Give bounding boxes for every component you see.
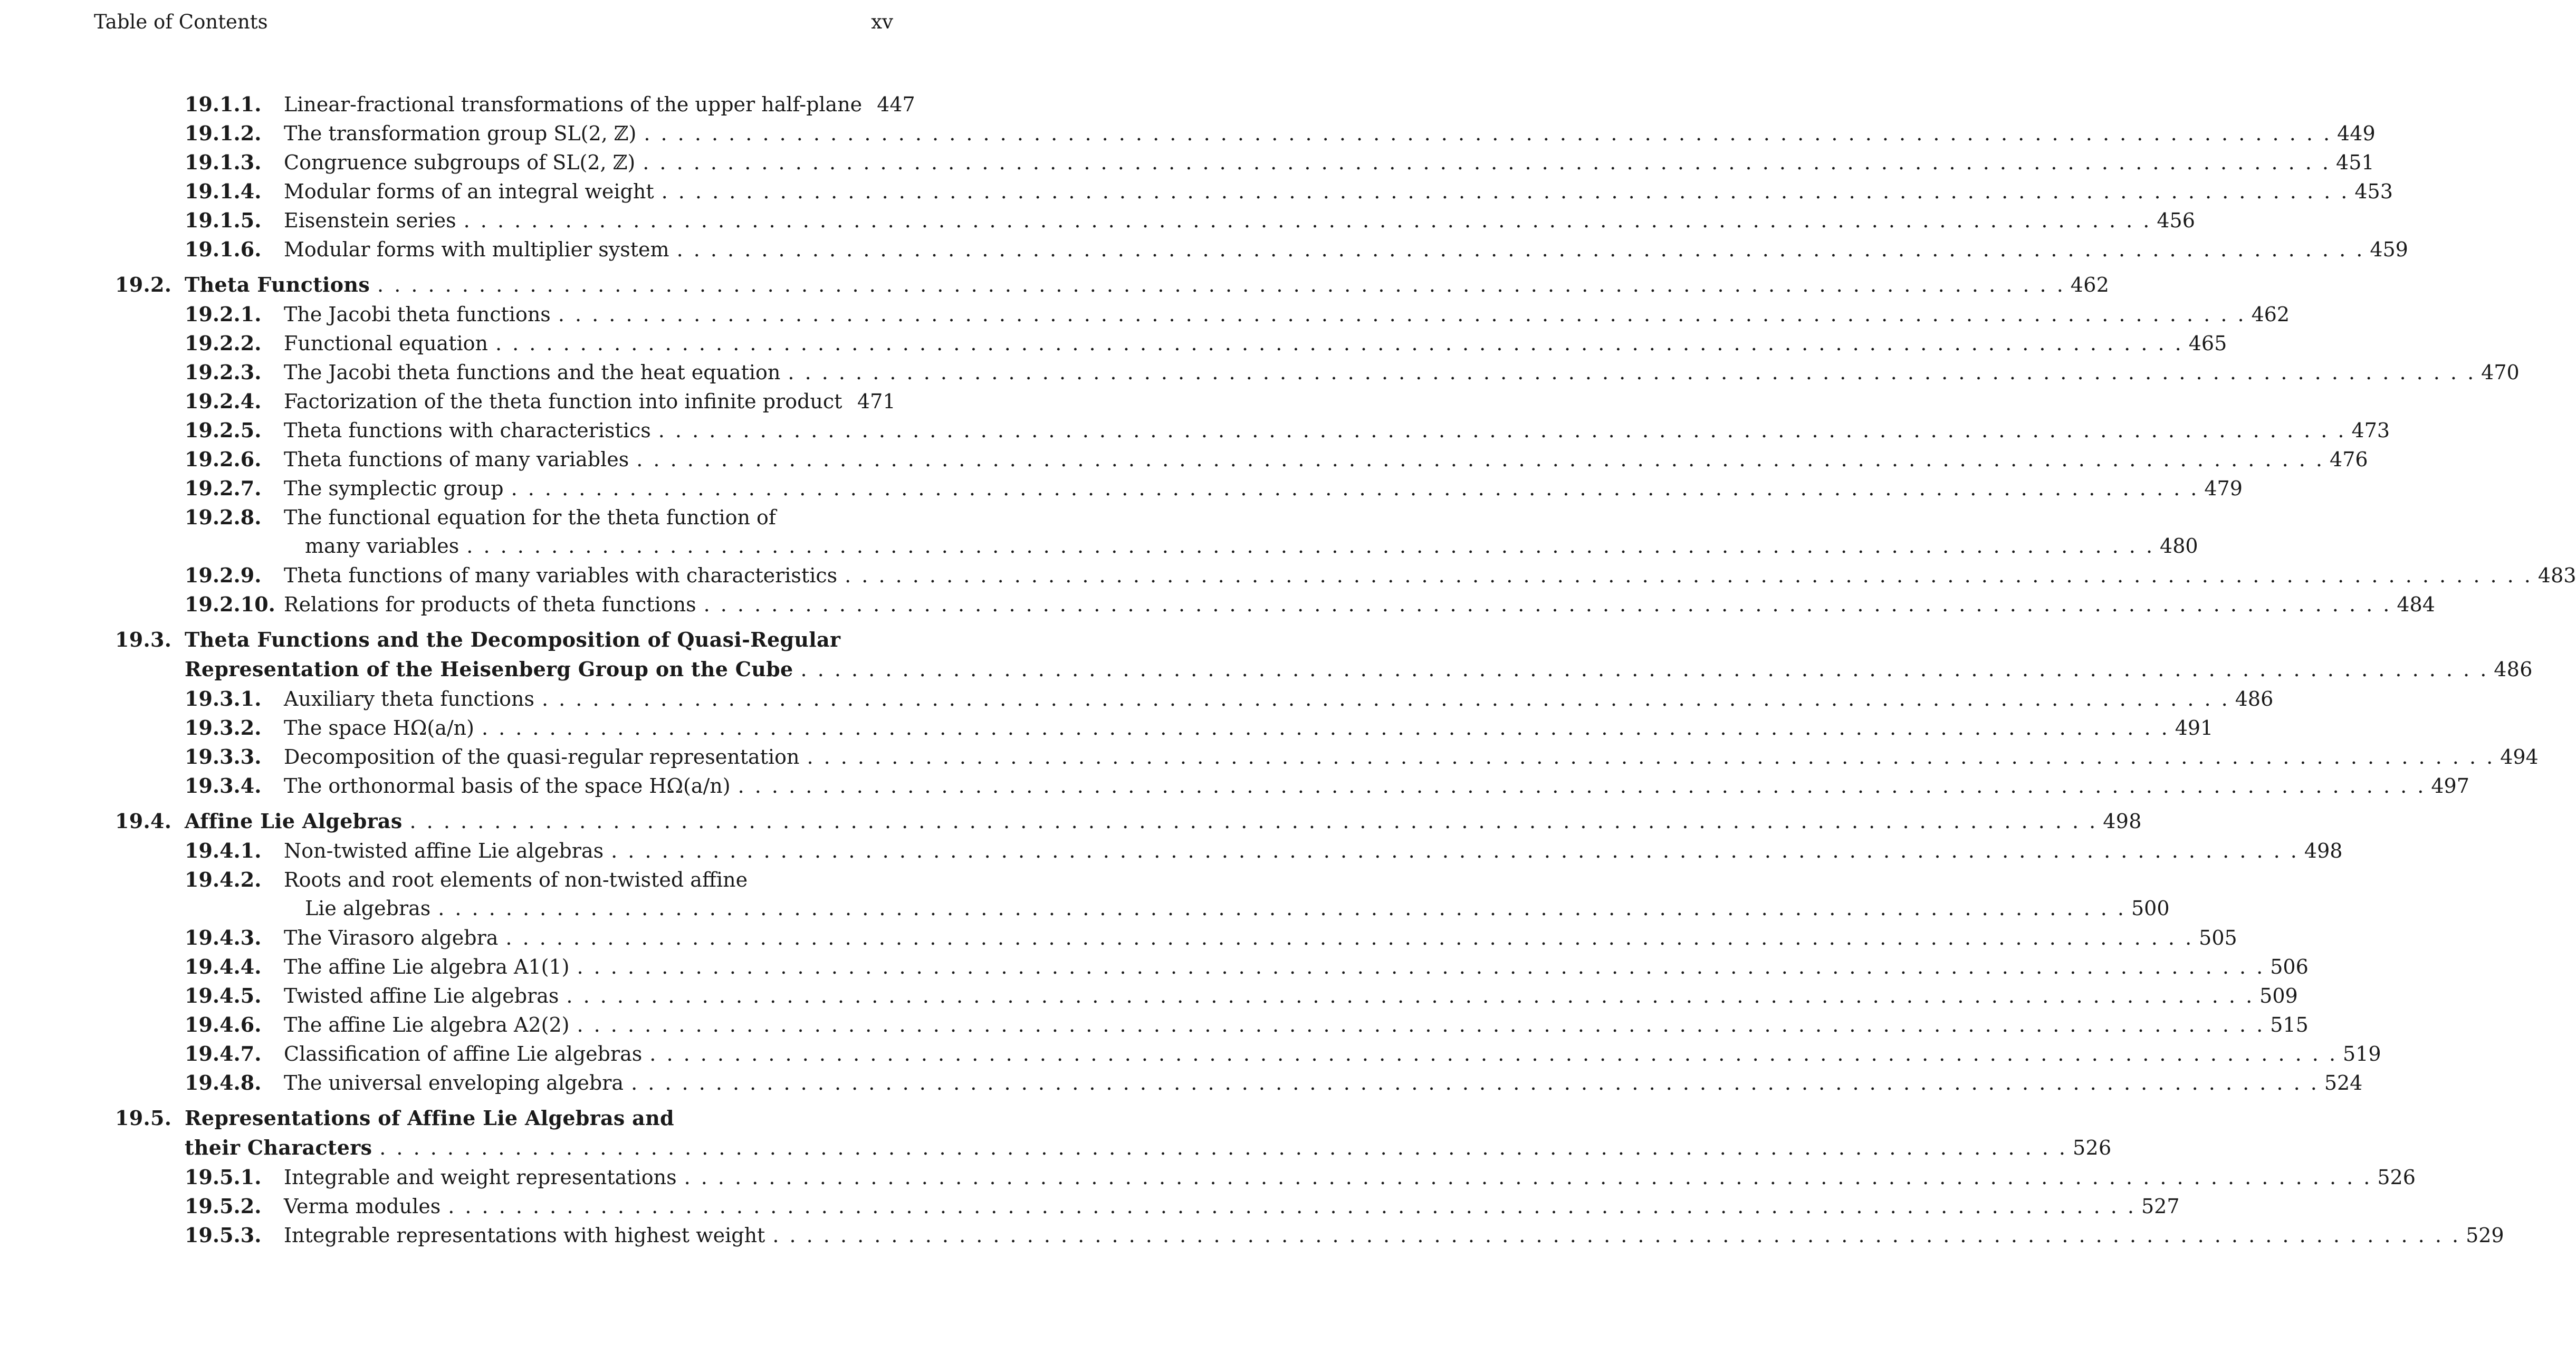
entry-page: 519 (2343, 1042, 2381, 1065)
entry-number: 19.1.1. (185, 92, 262, 116)
entry-number: 19.5.1. (185, 1165, 262, 1189)
entry-number: 19.1.6. (185, 237, 262, 261)
dot-leader (684, 1163, 2370, 1192)
entry-number: 19.1.2. (185, 121, 262, 145)
dot-leader (438, 894, 2124, 923)
toc-entry[interactable] (115, 771, 2469, 800)
entry-title: Modular forms with multiplier system (284, 238, 669, 261)
toc-entry[interactable] (115, 445, 2368, 474)
entry-title: The affine Lie algebra A2(2) (284, 1013, 570, 1036)
toc-entry[interactable] (115, 206, 2195, 235)
toc-entry[interactable] (115, 1221, 2504, 1250)
dot-leader (379, 1133, 2065, 1163)
entry-number: 19.4.5. (185, 984, 262, 1007)
entry-page: 494 (2500, 745, 2539, 769)
dot-leader (845, 561, 2531, 590)
entry-number: 19.4.6. (185, 1013, 262, 1036)
dot-leader (577, 953, 2263, 982)
section-title: Affine Lie Algebras (185, 809, 403, 833)
toc-entry[interactable] (115, 300, 2290, 329)
entry-title: Theta functions with characteristics (284, 419, 651, 442)
entry-title: The Virasoro algebra (284, 926, 499, 949)
entry-page: 498 (2304, 839, 2343, 862)
dot-leader (611, 837, 2297, 866)
entry-title: The functional equation for the theta function of (284, 506, 776, 529)
section-title-continued: their Characters (185, 1136, 372, 1159)
entry-number: 19.4.3. (185, 926, 262, 949)
entry-title: Verma modules (284, 1195, 441, 1218)
entry-page: 449 (2337, 122, 2376, 145)
toc-section-continuation[interactable] (115, 1133, 2112, 1163)
section-number: 19.3. (115, 628, 172, 651)
entry-page: 526 (2377, 1166, 2416, 1189)
page-number-roman: xv (871, 11, 893, 33)
toc-entry[interactable] (115, 329, 2227, 358)
toc-section[interactable] (115, 270, 2110, 300)
entry-number: 19.4.8. (185, 1071, 262, 1094)
entry-page: 459 (2370, 238, 2408, 261)
dot-leader (772, 1221, 2458, 1250)
toc-entry[interactable] (115, 836, 2343, 865)
entry-title: Modular forms of an integral weight (284, 180, 654, 203)
entry-page: 506 (2270, 955, 2309, 978)
toc-entry[interactable] (115, 865, 894, 894)
entry-page: 447 (877, 93, 915, 116)
toc-entry[interactable] (115, 148, 2374, 177)
table-of-contents (115, 90, 2576, 1250)
toc-entry-continuation[interactable] (115, 532, 2198, 561)
dot-leader (807, 743, 2493, 772)
entry-number: 19.3.1. (185, 687, 262, 710)
dot-leader (377, 270, 2063, 300)
toc-section[interactable] (115, 1103, 894, 1133)
dot-leader (511, 474, 2197, 503)
entry-page: 476 (2330, 448, 2368, 471)
entry-page: 480 (2160, 534, 2198, 558)
dot-leader (662, 177, 2348, 206)
entry-number: 19.1.3. (185, 150, 262, 174)
entry-page: 484 (2397, 593, 2435, 616)
entry-number: 19.4.1. (185, 839, 262, 862)
toc-entry[interactable] (115, 684, 2274, 713)
entry-number: 19.5.3. (185, 1223, 262, 1247)
dot-leader (677, 235, 2363, 264)
entry-title: Eisenstein series (284, 209, 456, 232)
dot-leader (636, 445, 2322, 474)
entry-title: Linear-fractional transformations of the upper half-plane (284, 93, 863, 116)
section-number: 19.2. (115, 273, 172, 296)
entry-number: 19.4.7. (185, 1042, 262, 1065)
dot-leader (466, 532, 2152, 561)
section-title: Theta Functions and the Decomposition of Quasi-Regular (185, 628, 841, 651)
entry-title-continued: many variables (305, 534, 459, 558)
entry-title: Auxiliary theta functions (284, 687, 534, 710)
entry-title: Relations for products of theta functions (284, 593, 696, 616)
section-title: Representations of Affine Lie Algebras and (185, 1106, 674, 1130)
dot-leader (495, 329, 2181, 358)
entry-title: The Jacobi theta functions (284, 303, 551, 326)
entry-number: 19.2.4. (185, 389, 262, 413)
dot-leader (788, 358, 2474, 387)
entry-number: 19.2.5. (185, 418, 262, 442)
toc-entry[interactable] (115, 923, 2237, 952)
running-head (94, 11, 893, 33)
entry-number: 19.4.4. (185, 955, 262, 978)
entry-page: 453 (2354, 180, 2393, 203)
entry-number: 19.2.6. (185, 447, 262, 471)
toc-entry[interactable] (115, 387, 894, 416)
section-title-continued: Representation of the Heisenberg Group on the Cube (185, 657, 793, 681)
dot-leader (704, 590, 2390, 619)
toc-entry-continuation[interactable] (115, 894, 2170, 923)
entry-title-continued: Lie algebras (305, 897, 431, 920)
dot-leader (738, 772, 2424, 801)
entry-title: Non-twisted affine Lie algebras (284, 839, 604, 862)
toc-entry[interactable] (115, 503, 894, 532)
entry-title: Integrable representations with highest weight (284, 1224, 765, 1247)
entry-page: 529 (2466, 1224, 2504, 1247)
entry-number: 19.2.2. (185, 331, 262, 355)
entry-number: 19.3.3. (185, 745, 262, 769)
entry-title: The Jacobi theta functions and the heat equation (284, 361, 781, 384)
toc-entry[interactable] (115, 235, 2408, 264)
entry-title: The affine Lie algebra A1(1) (284, 955, 570, 978)
dot-leader (410, 806, 2096, 836)
toc-section[interactable] (115, 625, 894, 655)
toc-entry[interactable] (115, 1068, 2363, 1097)
toc-entry[interactable] (115, 358, 2520, 387)
entry-title: Factorization of the theta function into infinite product (284, 390, 842, 413)
dot-leader (577, 1011, 2263, 1040)
toc-entry[interactable] (115, 1192, 2180, 1221)
entry-number: 19.1.4. (185, 179, 262, 203)
entry-title: Functional equation (284, 332, 488, 355)
entry-number: 19.3.2. (185, 716, 262, 739)
entry-title: Integrable and weight representations (284, 1166, 677, 1189)
entry-title: Theta functions of many variables (284, 448, 629, 471)
toc-entry[interactable] (115, 1010, 2309, 1039)
entry-title: Classification of affine Lie algebras (284, 1042, 643, 1065)
running-head-title: Table of Contents (94, 11, 268, 33)
entry-number: 19.2.1. (185, 302, 262, 326)
section-page: 526 (2073, 1136, 2112, 1159)
toc-section-continuation[interactable] (115, 655, 2533, 684)
toc-entry[interactable] (115, 1163, 2416, 1192)
entry-page: 470 (2481, 361, 2520, 384)
toc-entry[interactable] (115, 713, 2214, 742)
entry-title: The universal enveloping algebra (284, 1071, 624, 1094)
toc-section[interactable] (115, 806, 2142, 836)
entry-number: 19.4.2. (185, 868, 262, 891)
toc-entry[interactable] (115, 90, 915, 119)
entry-page: 479 (2204, 477, 2243, 500)
dot-leader (631, 1069, 2317, 1098)
entry-title: Decomposition of the quasi-regular representation (284, 745, 800, 769)
entry-page: 456 (2157, 209, 2195, 232)
section-page: 486 (2494, 658, 2533, 681)
entry-page: 491 (2175, 716, 2214, 739)
entry-page: 451 (2336, 151, 2374, 174)
dot-leader (448, 1192, 2134, 1221)
entry-title: Roots and root elements of non-twisted affine (284, 868, 748, 891)
section-number: 19.4. (115, 809, 172, 833)
toc-entry[interactable] (115, 981, 2298, 1010)
dot-leader (644, 119, 2330, 148)
entry-title: Twisted affine Lie algebras (284, 984, 559, 1007)
entry-number: 19.2.3. (185, 360, 262, 384)
toc-entry[interactable] (115, 952, 2309, 981)
toc-entry[interactable] (115, 119, 2376, 148)
entry-page: 509 (2259, 984, 2298, 1007)
dot-leader (801, 655, 2487, 684)
toc-entry[interactable] (115, 416, 2390, 445)
entry-page: 497 (2431, 774, 2469, 798)
toc-entry[interactable] (115, 561, 2576, 590)
entry-page: 465 (2188, 332, 2227, 355)
entry-number: 19.2.10. (185, 592, 275, 616)
entry-title: The transformation group SL(2, ℤ) (284, 122, 637, 145)
entry-number: 19.2.9. (185, 563, 262, 587)
entry-title: The space HΩ(a/n) (284, 716, 474, 739)
entry-page: 515 (2270, 1013, 2309, 1036)
entry-number: 19.5.2. (185, 1194, 262, 1218)
dot-leader (505, 924, 2191, 953)
entry-number: 19.2.8. (185, 505, 262, 529)
entry-page: 483 (2537, 564, 2576, 587)
dot-leader (558, 300, 2244, 329)
entry-page: 471 (857, 390, 896, 413)
section-page: 462 (2070, 273, 2110, 296)
section-number: 19.5. (115, 1106, 172, 1130)
entry-page: 486 (2235, 687, 2274, 710)
entry-title: Theta functions of many variables with characteristics (284, 564, 838, 587)
entry-page: 462 (2251, 303, 2290, 326)
dot-leader (658, 416, 2344, 445)
dot-leader (482, 714, 2168, 743)
toc-entry[interactable] (115, 474, 2243, 503)
entry-number: 19.3.4. (185, 774, 262, 798)
entry-page: 500 (2131, 897, 2170, 920)
entry-number: 19.1.5. (185, 208, 262, 232)
entry-page: 473 (2351, 419, 2390, 442)
toc-entry[interactable] (115, 590, 2435, 619)
toc-entry[interactable] (115, 1039, 2381, 1068)
dot-leader (566, 982, 2252, 1011)
dot-leader (643, 148, 2329, 177)
dot-leader (649, 1040, 2335, 1069)
section-page: 498 (2103, 810, 2142, 833)
entry-page: 524 (2324, 1071, 2363, 1094)
toc-entry[interactable] (115, 177, 2393, 206)
dot-leader (542, 685, 2228, 714)
entry-title: Congruence subgroups of SL(2, ℤ) (284, 151, 636, 174)
entry-page: 505 (2199, 926, 2237, 949)
entry-page: 527 (2141, 1195, 2180, 1218)
entry-number: 19.2.7. (185, 476, 262, 500)
section-title: Theta Functions (185, 273, 370, 296)
entry-title: The orthonormal basis of the space HΩ(a/n) (284, 774, 731, 798)
toc-entry[interactable] (115, 742, 2539, 771)
dot-leader (464, 206, 2150, 235)
entry-title: The symplectic group (284, 477, 504, 500)
